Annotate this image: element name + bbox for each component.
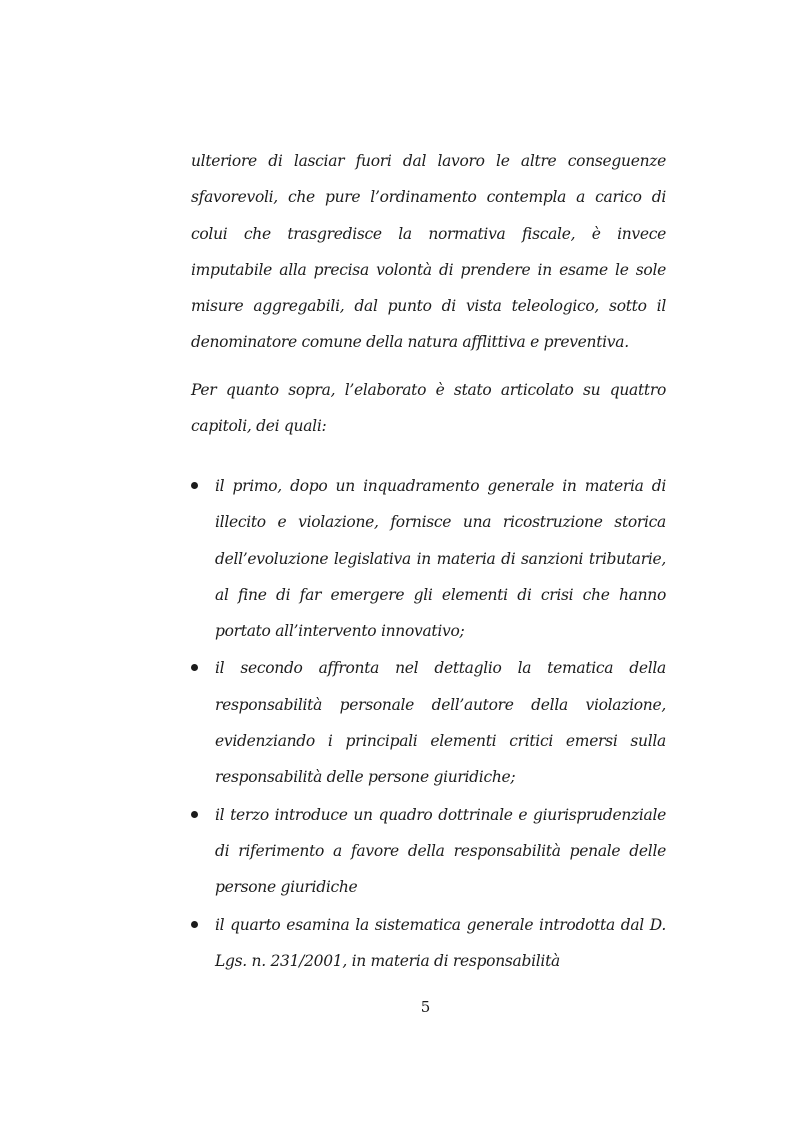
chapter-list <box>191 468 666 980</box>
page-number: 5 <box>420 998 431 1016</box>
bullet-icon <box>191 811 198 818</box>
list-item-chapter-3 <box>191 797 666 906</box>
list-item-chapter-4 <box>191 907 666 980</box>
body-paragraph-intro-list: Per quanto sopra, l’elaborato è stato articolato su quattro capitoli, dei quali: <box>191 381 666 436</box>
list-item-chapter-2 <box>191 650 666 795</box>
bullet-icon <box>191 482 198 489</box>
body-paragraph-continuation: ulteriore di lasciar fuori dal lavoro le altre conseguenze sfavorevoli, che pure l’ordinamento contempla a carico di colui che trasgredisce la normativa fiscale, è invece imputabile alla precisa volontà di prendere in esame le sole misure aggregabili, dal punto di vista teleologico, sotto il denominatore comune della natura afflittiva e preventiva. <box>191 152 666 352</box>
list-item-text: il secondo affronta nel dettaglio la tematica della responsabilità personale dell’autore della violazione, evidenziando i principali elementi critici emersi sulla responsabilità delle persone giuridiche; <box>215 659 666 787</box>
bullet-icon <box>191 664 198 671</box>
bullet-icon <box>191 921 198 928</box>
list-item-text: il primo, dopo un inquadramento generale in materia di illecito e violazione, fornisce una ricostruzione storica dell’evoluzione legislativa in materia di sanzioni tributarie, al fine di far emergere gli elementi di crisi che hanno portato all’intervento innovativo; <box>215 477 666 641</box>
list-item-chapter-1 <box>191 468 666 649</box>
list-item-text: il terzo introduce un quadro dottrinale e giurisprudenziale di riferimento a favore della responsabilità penale delle persone giuridiche <box>215 805 666 897</box>
list-item-text: il quarto esamina la sistematica generale introdotta dal D. Lgs. n. 231/2001, in materia di responsabilità <box>215 915 666 970</box>
